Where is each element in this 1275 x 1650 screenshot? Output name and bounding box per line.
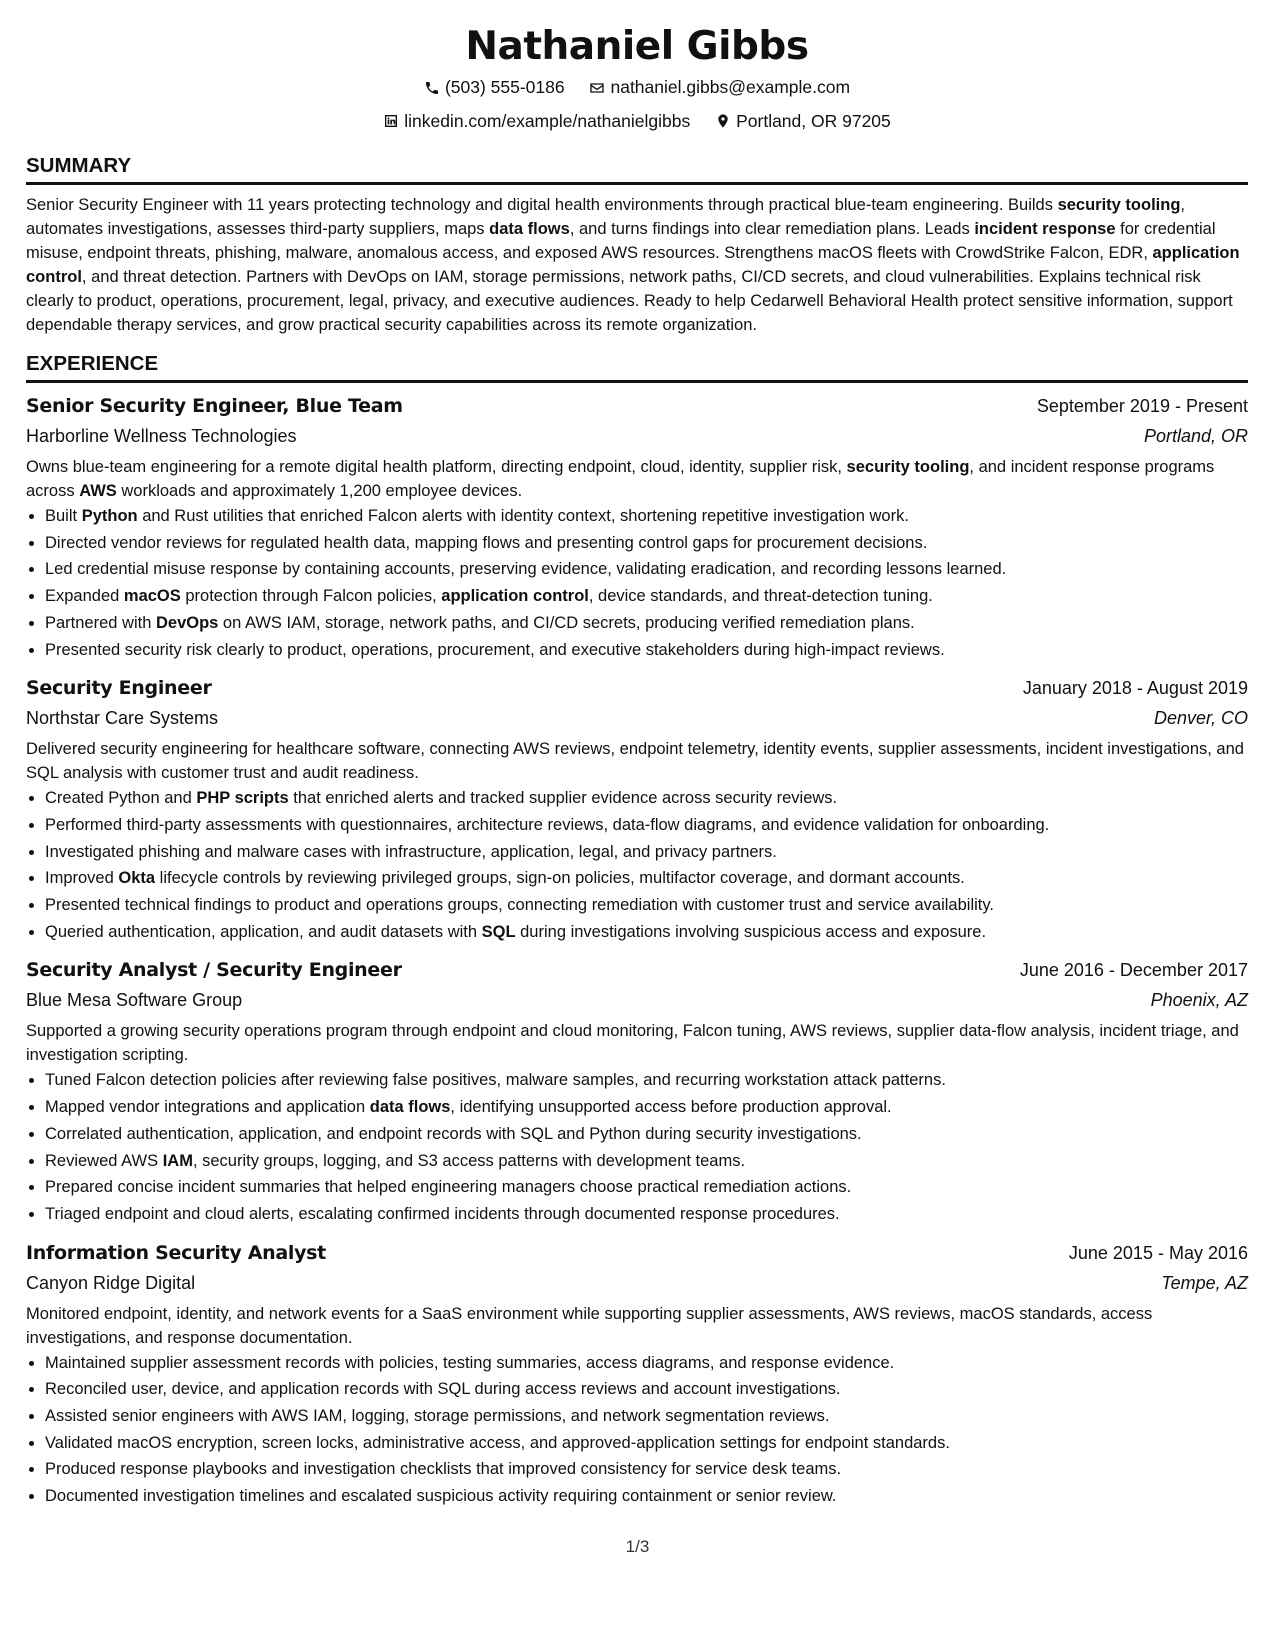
- job-dates: January 2018 - August 2019: [1022, 678, 1248, 699]
- job-bullet: • Documented investigation timelines and escalated suspicious activity requiring containment or senior review.: [45, 1483, 1248, 1510]
- job-location: Denver, CO: [1153, 708, 1248, 729]
- job-bullet: • Tuned Falcon detection policies after reviewing false positives, malware samples, and recurring workstation attack patterns.: [45, 1067, 1248, 1094]
- job-description: Delivered security engineering for healthcare software, connecting AWS reviews, endpoint telemetry, identity events, supplier assessments, incident investigations, and SQL analysis with customer trust and audit readiness.: [26, 740, 1244, 783]
- job-bullet: • Produced response playbooks and investigation checklists that improved consistency for service desk teams.: [45, 1456, 1248, 1483]
- job-bullets: [26, 1067, 1248, 1227]
- linkedin-link[interactable]: linkedin.com/example/nathanielgibbs: [404, 110, 691, 131]
- job-title: Senior Security Engineer, Blue Team: [26, 395, 403, 417]
- email-link[interactable]: nathaniel.gibbs@example.com: [610, 77, 851, 97]
- job-header-row: [26, 955, 1248, 985]
- job-dates: June 2016 - December 2017: [1019, 960, 1248, 981]
- job-entry: [26, 1238, 1248, 1510]
- job-bullet: • Assisted senior engineers with AWS IAM, logging, storage permissions, and network segmentation reviews.: [45, 1403, 1248, 1430]
- job-bullet: • Partnered with DevOps on AWS IAM, storage, network paths, and CI/CD secrets, producing verified remediation plans.: [45, 610, 1248, 637]
- job-bullet: • Created Python and PHP scripts that enriched alerts and tracked supplier evidence across security reviews.: [45, 785, 1248, 812]
- contact-location: [715, 106, 891, 137]
- job-bullet: • Reconciled user, device, and application records with SQL during access reviews and account investigations.: [45, 1376, 1248, 1403]
- job-bullets: [26, 1350, 1248, 1510]
- job-entry: [26, 955, 1248, 1227]
- job-bullet: • Reviewed AWS IAM, security groups, logging, and S3 access patterns with development teams.: [45, 1148, 1248, 1175]
- job-header-row: [26, 673, 1248, 703]
- job-bullet: • Investigated phishing and malware cases with infrastructure, application, legal, and privacy partners.: [45, 839, 1248, 866]
- contact-email[interactable]: [589, 72, 850, 103]
- job-location: Tempe, AZ: [1161, 1272, 1248, 1293]
- contact-row-1: [26, 72, 1248, 106]
- job-bullet: • Performed third-party assessments with questionnaires, architecture reviews, data-flow diagrams, and evidence validation for onboarding.: [45, 812, 1248, 839]
- job-bullet: • Mapped vendor integrations and application data flows, identifying unsupported access before production approval.: [45, 1094, 1248, 1121]
- job-bullet: • Triaged endpoint and cloud alerts, escalating confirmed incidents through documented response procedures.: [45, 1201, 1248, 1228]
- job-bullet: • Correlated authentication, application, and endpoint records with SQL and Python during security investigations.: [45, 1121, 1248, 1148]
- job-bullet: • Led credential misuse response by containing accounts, preserving evidence, validating eradication, and recording lessons learned.: [45, 556, 1248, 583]
- job-bullet: • Expanded macOS protection through Falcon policies, application control, device standards, and threat-detection tuning.: [45, 583, 1248, 610]
- contact-row-2: [26, 106, 1248, 140]
- job-description: Owns blue-team engineering for a remote digital health platform, directing endpoint, cloud, identity, supplier risk, security tooling, and incident response programs across AWS workloads and approximately 1,200 employee devices.: [26, 458, 1215, 500]
- page-number: 1/3: [625, 1537, 650, 1556]
- job-title: Security Engineer: [26, 677, 212, 700]
- job-bullet: • Prepared concise incident summaries that helped engineering managers choose practical remediation actions.: [45, 1174, 1248, 1201]
- location-text: Portland, OR 97205: [736, 110, 891, 131]
- job-company: Blue Mesa Software Group: [26, 990, 243, 1011]
- job-bullet: • Presented technical findings to product and operations groups, connecting remediation with customer trust and service availability.: [45, 892, 1248, 919]
- job-company: Northstar Care Systems: [26, 708, 219, 729]
- phone-icon: [424, 80, 440, 96]
- summary-heading: SUMMARY: [26, 153, 1248, 185]
- experience-heading: EXPERIENCE: [26, 351, 1248, 383]
- job-bullet: • Built Python and Rust utilities that enriched Falcon alerts with identity context, shortening repetitive investigation work.: [45, 503, 1248, 530]
- job-entry: [26, 673, 1248, 945]
- job-header-row: [26, 1238, 1248, 1268]
- job-dates: June 2015 - May 2016: [1068, 1242, 1248, 1263]
- phone-text: (503) 555-0186: [444, 77, 565, 97]
- contact-phone: [424, 72, 565, 103]
- job-dates: September 2019 - Present: [1036, 396, 1248, 416]
- summary-text: Senior Security Engineer with 11 years protecting technology and digital health environments through practical blue-team engineering. Builds security tooling, automates investigations, assesses third-party suppliers, maps data flows, and turns findings into clear remediation plans. Leads incident response for credential misuse, endpoint threats, phishing, malware, anomalous access, and exposed AWS resources. Strengthens macOS fleets with CrowdStrike Falcon, EDR, application control, and threat detection. Partners with DevOps on IAM, storage permissions, network paths, CI/CD secrets, and cloud vulnerabilities. Explains technical risk clearly to product, operations, procurement, legal, privacy, and executive audiences. Ready to help Cedarwell Behavioral Health protect sensitive information, support dependable therapy services, and grow practical security capabilities across its remote organization.: [26, 196, 1240, 334]
- experience-list: [26, 391, 1248, 1510]
- map-pin-icon: [715, 113, 731, 129]
- job-location: Phoenix, AZ: [1150, 990, 1248, 1011]
- job-company-row: [26, 703, 1248, 733]
- job-description: Supported a growing security operations program through endpoint and cloud monitoring, Falcon tuning, AWS reviews, supplier data-flow analysis, incident triage, and investigation scripting.: [26, 1022, 1239, 1065]
- linkedin-icon: [383, 113, 399, 129]
- job-company-row: [26, 421, 1248, 451]
- contact-linkedin[interactable]: [383, 106, 690, 137]
- job-location: Portland, OR: [1143, 426, 1248, 446]
- job-title: Information Security Analyst: [26, 1241, 326, 1264]
- job-bullets: [26, 785, 1248, 945]
- job-company: Canyon Ridge Digital: [26, 1272, 196, 1293]
- envelope-icon: [589, 80, 605, 96]
- job-title: Security Analyst / Security Engineer: [26, 959, 402, 982]
- job-bullet: • Directed vendor reviews for regulated health data, mapping flows and presenting control gaps for procurement decisions.: [45, 530, 1248, 557]
- job-bullet: • Validated macOS encryption, screen locks, administrative access, and approved-application settings for endpoint standards.: [45, 1430, 1248, 1457]
- job-entry: [26, 391, 1248, 663]
- job-bullet: • Queried authentication, application, and audit datasets with SQL during investigations involving suspicious access and exposure.: [45, 919, 1248, 946]
- job-company: Harborline Wellness Technologies: [26, 426, 297, 446]
- job-bullet: • Presented security risk clearly to product, operations, procurement, and executive stakeholders during high-impact reviews.: [45, 637, 1248, 664]
- resume-page: [26, 22, 1248, 1510]
- job-header-row: [26, 391, 1248, 421]
- job-bullet: • Improved Okta lifecycle controls by reviewing privileged groups, sign-on policies, multifactor coverage, and dormant accounts.: [45, 865, 1248, 892]
- job-company-row: [26, 985, 1248, 1015]
- job-company-row: [26, 1268, 1248, 1298]
- job-bullets: [26, 503, 1248, 663]
- job-bullet: • Maintained supplier assessment records with policies, testing summaries, access diagrams, and response evidence.: [45, 1350, 1248, 1377]
- candidate-name: Nathaniel Gibbs: [465, 24, 809, 69]
- job-description: Monitored endpoint, identity, and network events for a SaaS environment while supporting supplier assessments, AWS reviews, macOS standards, access investigations, and response documentation.: [26, 1304, 1153, 1347]
